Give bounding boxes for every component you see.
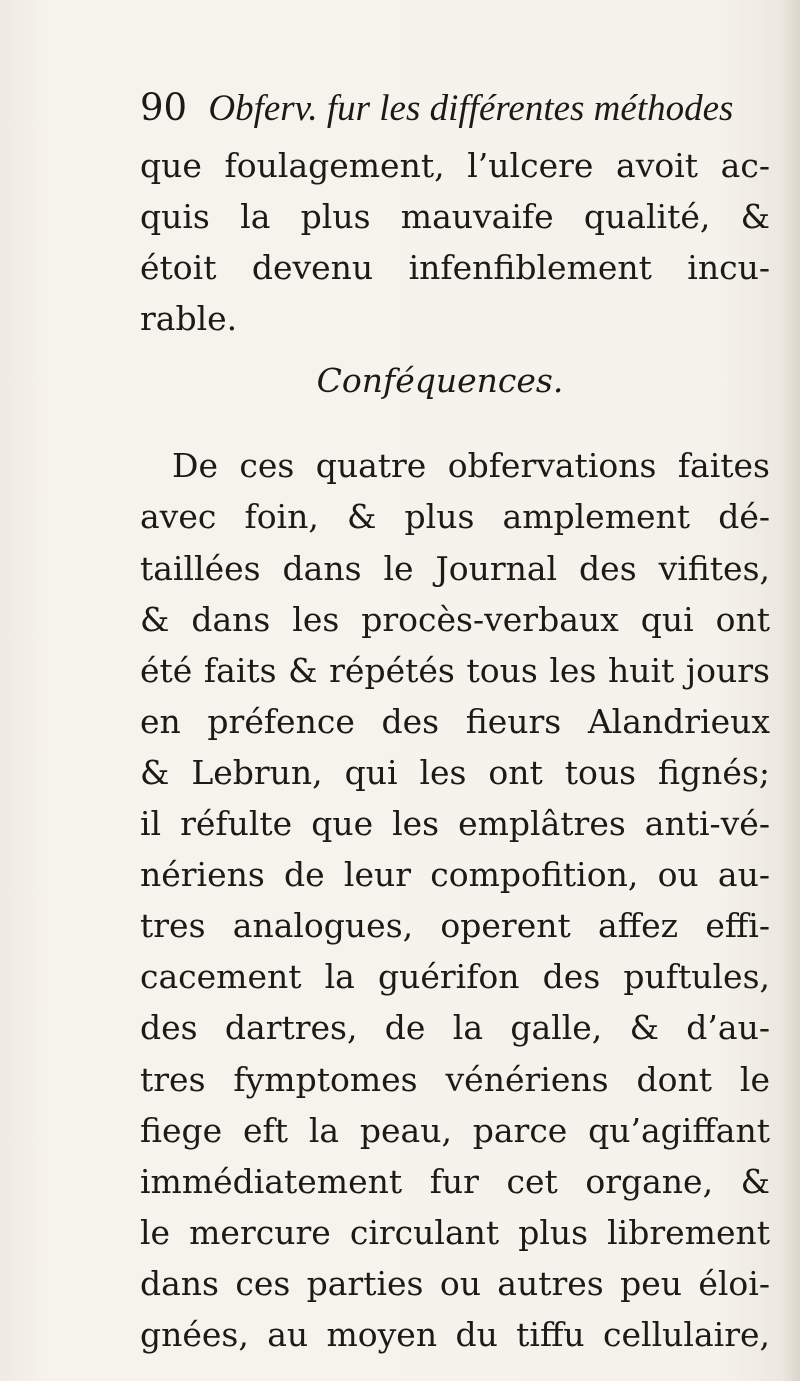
text-line: que foulagement, l’ulcere avoit ac- [140,146,770,185]
body-text [140,140,770,1360]
running-title: Obferv. fur les différentes méthodes [208,88,734,129]
text-line: taillées dans le Journal des vifites, [140,548,770,588]
text-line: De ces quatre obfervations faites [172,446,770,486]
text-line: tres analogues, operent affez effi- [140,906,770,946]
text-line: il réfulte que les emplâtres anti-vé- [140,804,770,844]
running-head [140,78,760,138]
text-line: nériens de leur compofition, ou au- [140,855,770,895]
text-line: cacement la guérifon des puftules, [140,957,770,997]
paragraph-2 [140,440,770,1360]
text-line: gnées, au moyen du tiffu cellulaire, [140,1314,770,1354]
text-line: le mercure circulant plus librement [140,1212,770,1252]
page-number: 90 [140,86,188,129]
text-line: fiege eft la peau, parce qu’agiffant [140,1110,770,1150]
text-line: tres fymptomes vénériens dont le [140,1059,770,1099]
text-line: avec foin, & plus amplement dé- [140,497,770,537]
text-line: rable. [140,299,238,339]
text-line: en préfence des fieurs Alandrieux [140,701,770,741]
text-line: étoit devenu infenfiblement incu- [140,248,770,288]
text-line: des dartres, de la galle, & d’au- [140,1008,770,1048]
text-line: immédiatement fur cet organe, & [140,1161,770,1201]
text-line: été faits & répétés tous les huit jours [140,650,770,690]
page-edge-shadow [782,0,800,1381]
text-line: & Lebrun, qui les ont tous fignés; [140,752,770,792]
section-heading: Conféquences. [316,361,564,401]
text-line: dans ces parties ou autres peu éloi- [140,1263,770,1303]
paragraph-1 [140,140,770,344]
text-line: quis la plus mauvaife qualité, & [140,197,770,237]
text-line: & dans les procès-verbaux qui ont [140,599,770,639]
